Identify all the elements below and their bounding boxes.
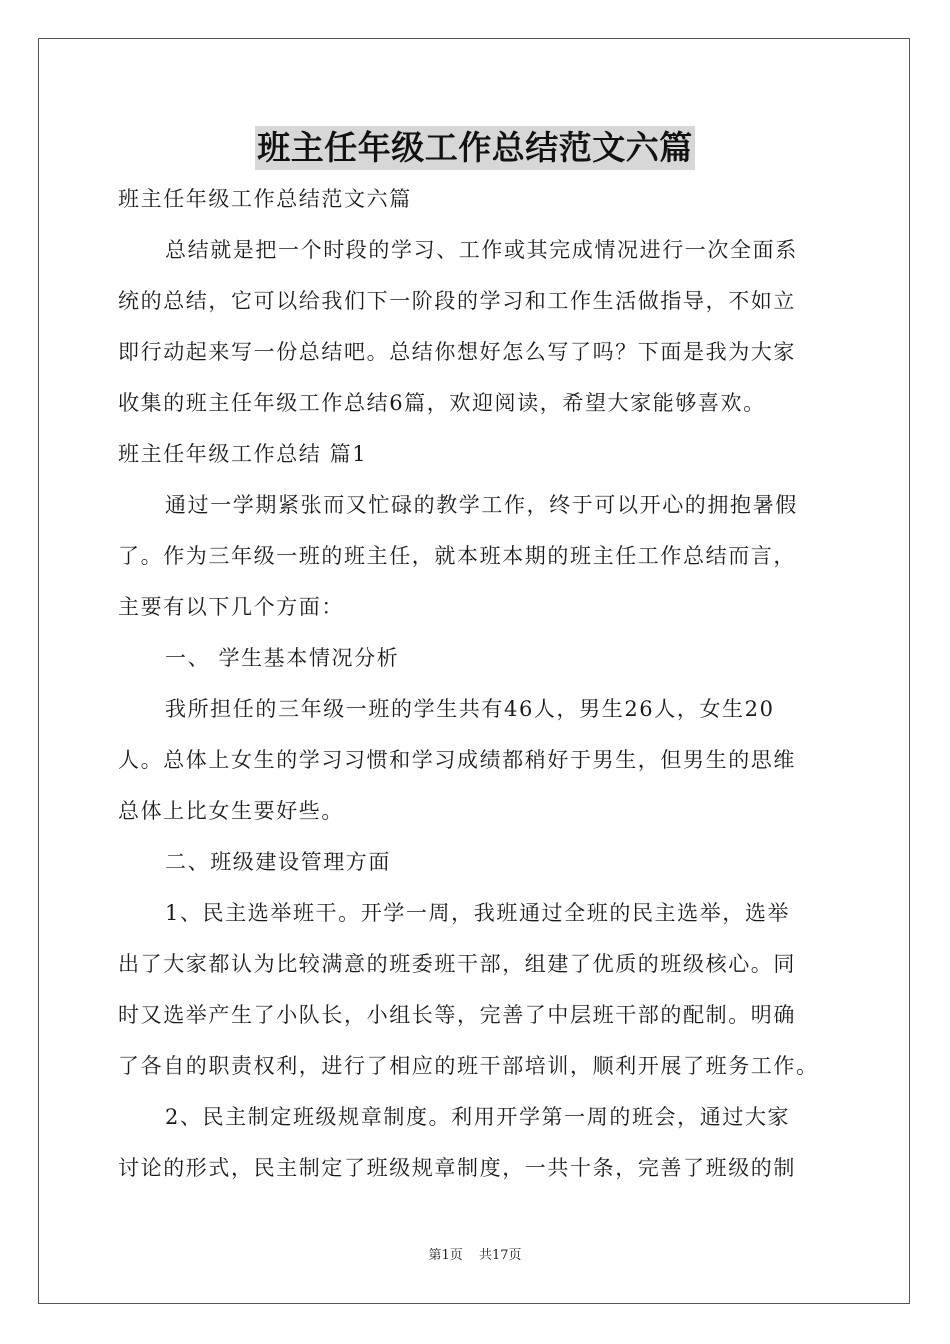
paragraph-line: 收集的班主任年级工作总结6篇，欢迎阅读，希望大家能够喜欢。	[118, 391, 766, 415]
document-body	[118, 174, 838, 1194]
paragraph-line: 总结就是把一个时段的学习、工作或其完成情况进行一次全面系	[165, 238, 798, 262]
paragraph-line: 时又选举产生了小队长，小组长等，完善了中层班干部的配制。明确	[118, 1003, 796, 1027]
paragraph-line: 我所担任的三年级一班的学生共有46人，男生26人，女生20	[165, 697, 775, 721]
paragraph-line: 了各自的职责权利，进行了相应的班干部培训，顺利开展了班务工作。	[118, 1054, 819, 1078]
paragraph-line: 1、民主选举班干。开学一周，我班通过全班的民主选举，选举	[165, 901, 791, 925]
paragraph-line: 出了大家都认为比较满意的班委班干部，组建了优质的班级核心。同	[118, 952, 796, 976]
paragraph-line: 人。总体上女生的学习习惯和学习成绩都稍好于男生，但男生的思维	[118, 748, 796, 772]
subheading-line: 二、班级建设管理方面	[165, 850, 391, 874]
paragraph-line: 主要有以下几个方面：	[118, 595, 344, 619]
paragraph-line: 统的总结，它可以给我们下一阶段的学习和工作生活做指导，不如立	[118, 289, 796, 313]
section-heading: 班主任年级工作总结 篇1	[118, 442, 368, 466]
page-total: 共17页	[478, 1248, 522, 1263]
page-number: 第1页	[428, 1248, 463, 1263]
document-title: 班主任年级工作总结范文六篇	[255, 126, 695, 170]
paragraph-line: 即行动起来写一份总结吧。总结你想好怎么写了吗？下面是我为大家	[118, 340, 796, 364]
paragraph-line: 了。作为三年级一班的班主任，就本班本期的班主任工作总结而言，	[118, 544, 796, 568]
paragraph-line: 2、民主制定班级规章制度。利用开学第一周的班会，通过大家	[165, 1105, 791, 1129]
subheading-line: 一、 学生基本情况分析	[165, 646, 400, 670]
paragraph-line: 讨论的形式，民主制定了班级规章制度，一共十条，完善了班级的制	[118, 1156, 796, 1180]
paragraph-line: 总体上比女生要好些。	[118, 799, 344, 823]
title-area	[0, 126, 950, 170]
subtitle-line: 班主任年级工作总结范文六篇	[118, 187, 412, 211]
page-footer	[0, 1244, 950, 1263]
paragraph-line: 通过一学期紧张而又忙碌的教学工作，终于可以开心的拥抱暑假	[165, 493, 798, 517]
